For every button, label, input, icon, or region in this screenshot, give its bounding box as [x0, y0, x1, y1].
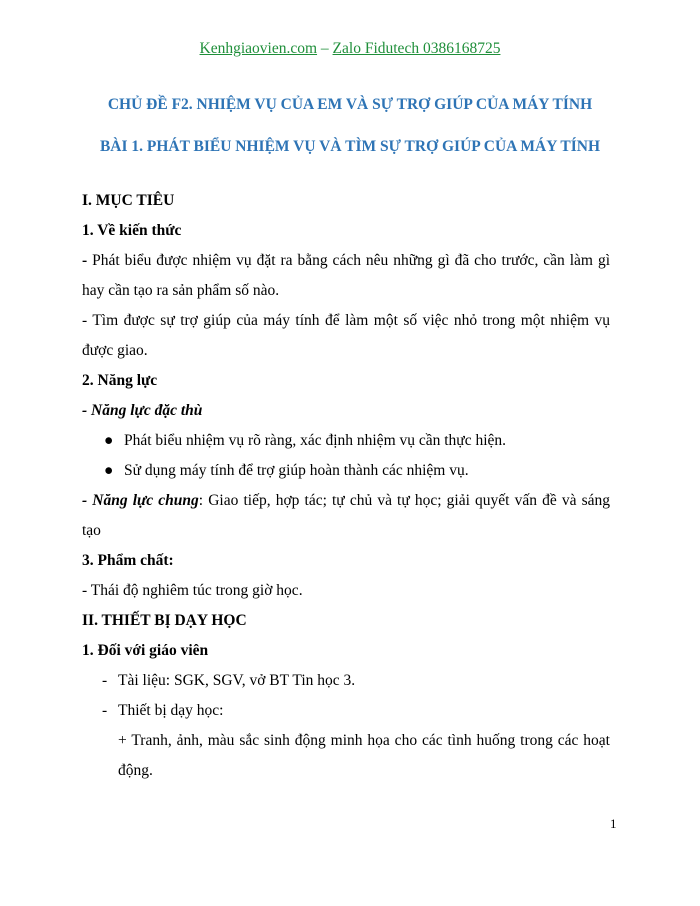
knowledge-paragraph-1 [82, 246, 610, 306]
dash-mark: - [102, 672, 108, 689]
dash-mark: - [102, 702, 108, 719]
bullet-icon: ● [104, 462, 114, 479]
site-link[interactable]: Kenhgiaovien.com [199, 40, 318, 57]
equipment-sub-item: + Tranh, ảnh, màu sắc sinh động minh họa cho các tình huống trong các hoạt động. [118, 732, 610, 779]
header-separator: – [317, 40, 333, 57]
document-body [82, 186, 610, 786]
subheading-competence: 2. Năng lực [82, 372, 158, 389]
list-item [82, 456, 610, 486]
bullet-text: Phát biểu nhiệm vụ rõ ràng, xác định nhiệm vụ cần thực hiện. [124, 432, 507, 449]
knowledge-paragraph-2: - Tìm được sự trợ giúp của máy tính để làm một số việc nhỏ trong một nhiệm vụ được giao. [82, 312, 610, 359]
list-item [82, 666, 610, 696]
knowledge-text-1: Phát biểu được nhiệm vụ đặt ra bằng cách nêu những gì đã cho trước, cần làm gì hay cần tạo ra sản phẩm số nào. [82, 252, 610, 299]
item-text: Tài liệu: SGK, SGV, vở BT Tin học 3. [118, 672, 356, 689]
page-number: 1 [610, 816, 617, 831]
page-header [0, 40, 700, 58]
subheading-teacher: 1. Đối với giáo viên [82, 642, 209, 659]
list-item [82, 696, 610, 726]
general-competence-paragraph [82, 486, 610, 546]
section-heading-objectives: I. MỤC TIÊU [82, 192, 175, 209]
general-competence-text: : Giao tiếp, hợp tác; tự chủ và tự học; giải quyết vấn đề và sáng tạo [82, 492, 610, 539]
dash-mark: - [82, 252, 93, 269]
lesson-title: BÀI 1. PHÁT BIỂU NHIỆM VỤ VÀ TÌM SỰ TRỢ GIÚP CỦA MÁY TÍNH [99, 138, 601, 155]
item-text: Thiết bị dạy học: [118, 702, 224, 719]
list-item [82, 426, 610, 456]
subheading-knowledge: 1. Về kiến thức [82, 222, 182, 239]
specific-competence-label: - Năng lực đặc thù [82, 402, 203, 419]
contact-link[interactable]: Zalo Fidutech 0386168725 [332, 40, 501, 57]
qualities-paragraph: - Thái độ nghiêm túc trong giờ học. [82, 582, 303, 599]
bullet-icon: ● [104, 432, 114, 449]
section-heading-equipment: II. THIẾT BỊ DẠY HỌC [82, 612, 247, 629]
bullet-text: Sử dụng máy tính để trợ giúp hoàn thành các nhiệm vụ. [124, 462, 469, 479]
general-competence-label: - Năng lực chung [82, 492, 199, 509]
subheading-qualities: 3. Phẩm chất: [82, 552, 174, 569]
topic-title: CHỦ ĐỀ F2. NHIỆM VỤ CỦA EM VÀ SỰ TRỢ GIÚP CỦA MÁY TÍNH [107, 96, 593, 113]
